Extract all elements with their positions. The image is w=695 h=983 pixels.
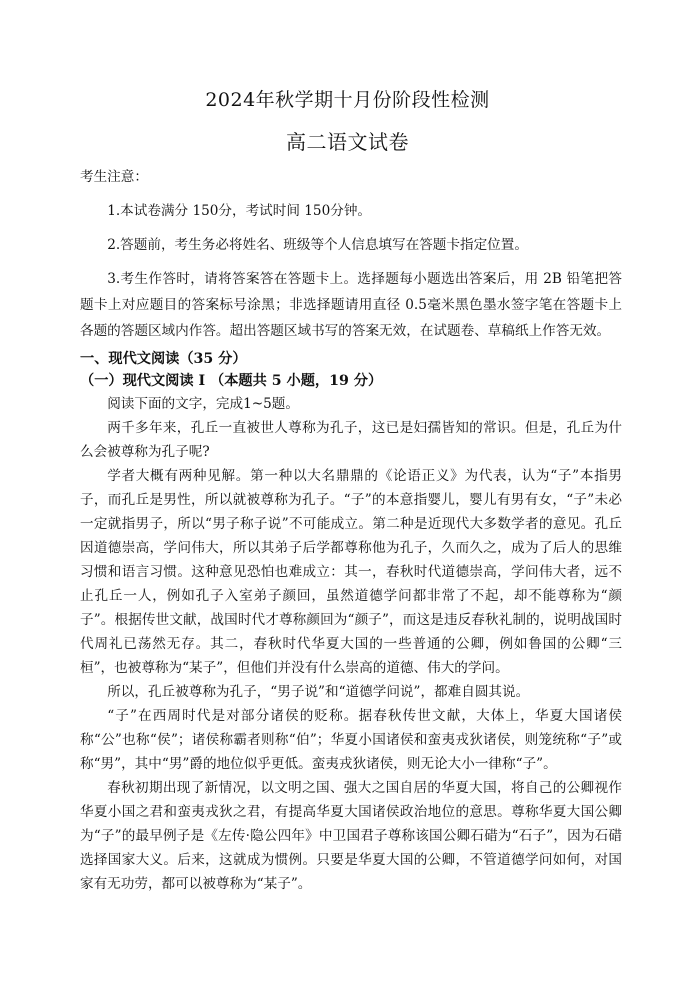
section-subheading: （一）现代文阅读 I （本题共 5 小题，19 分） [80,373,383,389]
passage-paragraph-4: “子”在西周时代是对部分诸侯的贬称。据春秋传世文献，大体上，华夏大国诸侯称“公”也称“侯”；诸侯称霸者则称“伯”；华夏小国诸侯和蛮夷戎狄诸侯，则笼统称“子”或称“男”，其中“男”爵的地位似乎更低。蛮夷戎狄诸侯，则无论大小一律称“子”。 [80,708,622,772]
notice-heading: 考生注意： [80,169,148,185]
exam-subtitle: 高二语文试卷 [286,130,409,154]
passage-paragraph-1: 两千多年来，孔丘一直被世人尊称为孔子，这已是妇孺皆知的常识。但是，孔丘为什么会被尊称为孔子呢? [80,420,622,460]
exam-title: 2024年秋学期十月份阶段性检测 [205,89,490,111]
passage-paragraph-2: 学者大概有两种见解。第一种以大名鼎鼎的《论语正义》为代表，认为“子”本指男子，而孔丘是男性，所以就被尊称为孔子。“子”的本意指婴儿，婴儿有男有女，“子”未必一定就指男子，所以“男子称子说”不可能成立。第二种是近现代大多数学者的意见。孔丘因道德崇高，学问伟大，所以其弟子后学都尊称他为孔子，久而久之，成为了后人的思维习惯和语言习惯。这种意见恐怕也难成立：其一，春秋时代道德崇高，学问伟大者，远不止孔丘一人，例如孔子入室弟子颜回，虽然道德学问都非常了不起，却不能尊称为“颜子”。根据传世文献，战国时代才尊称颜回为“颜子”，而这是违反春秋礼制的，说明战国时代周礼已荡然无存。其二，春秋时代华夏大国的一些普通的公卿，例如鲁国的公卿“三桓”，也被尊称为“某子”，但他们并没有什么崇高的道德、伟大的学问。 [80,468,622,676]
notice-item-3: 3.考生作答时，请将答案答在答题卡上。选择题每小题选出答案后，用 2B 铅笔把答题卡上对应题目的答案标号涂黑；非选择题请用直径 0.5毫米黑色墨水签字笔在答题卡上各题的答题区域内作答。超出答题区域书写的答案无效，在试题卷、草稿纸上作答无效。 [80,271,622,339]
passage-paragraph-3: 所以，孔丘被尊称为孔子，“男子说”和“道德学问说”，都难自圆其说。 [107,684,530,700]
notice-item-2: 2.答题前，考生务必将姓名、班级等个人信息填写在答题卡指定位置。 [107,237,528,253]
exam-body [80,164,622,896]
passage-paragraph-5: 春秋初期出现了新情况，以文明之国、强大之国自居的华夏大国，将自己的公卿视作华夏小国之君和蛮夷戎狄之君，有提高华夏大国诸侯政治地位的意思。尊称华夏大国公卿为“子”的最早例子是《左传·隐公四年》中卫国君子尊称该国公卿石碏为“石子”，因为石碏选择国家大义。后来，这就成为惯例。只要是华夏大国的公卿，不管道德学问如何，对国家有无功劳，都可以被尊称为“某子”。 [80,780,622,892]
reading-instruction: 阅读下面的文字，完成1~5题。 [107,396,299,412]
reading-passage [80,392,622,896]
section-heading: 一、现代文阅读（35 分） [80,351,247,367]
notice-item-1: 1.本试卷满分 150分，考试时间 150分钟。 [107,203,372,219]
